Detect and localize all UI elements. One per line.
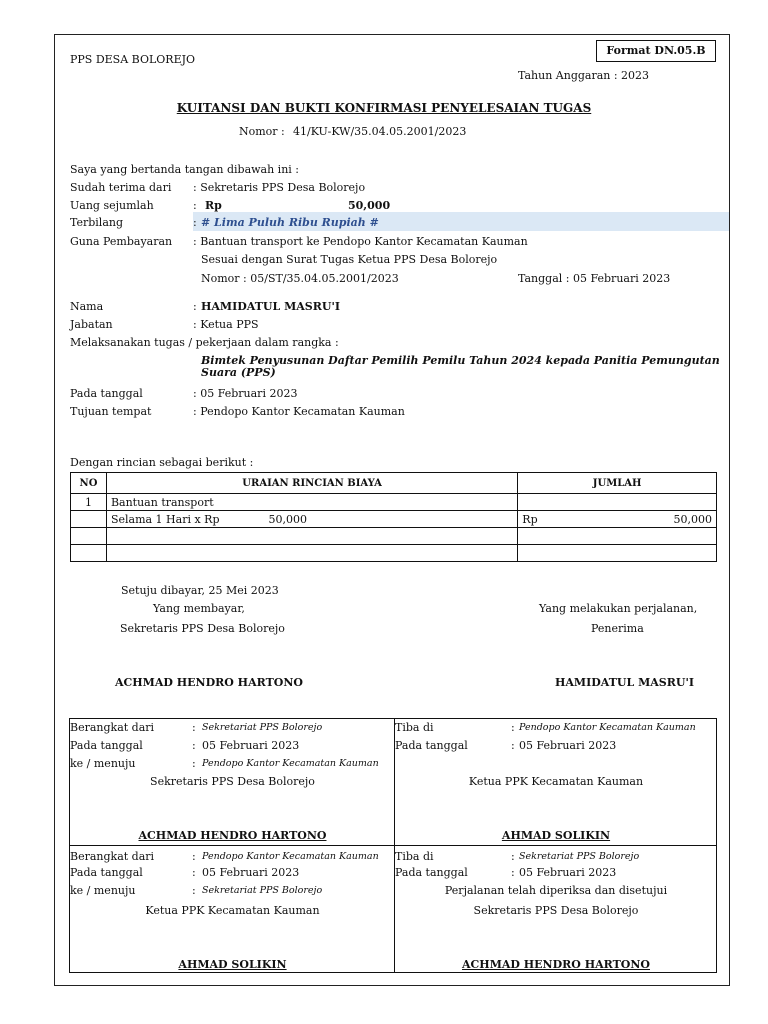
header-no: NO bbox=[71, 473, 107, 494]
row2-desc-cell bbox=[106, 511, 517, 528]
row1-desc: Bantuan transport bbox=[106, 494, 517, 511]
b3-signer: AHMAD SOLIKIN bbox=[178, 958, 287, 971]
b3-l3: ke / menuju bbox=[70, 884, 136, 897]
table-header-row bbox=[71, 473, 717, 494]
b4-signer-role: Sekretaris PPS Desa Bolorejo bbox=[473, 904, 639, 917]
b1-colon2: : bbox=[192, 739, 196, 752]
from-value: : Sekretaris PPS Desa Bolorejo bbox=[193, 181, 366, 194]
b3-l2: Pada tanggal bbox=[70, 866, 143, 879]
amount-colon: : bbox=[193, 199, 197, 212]
b2-colon2: : bbox=[511, 739, 515, 752]
details-table bbox=[70, 472, 717, 562]
b3-v1: Pendopo Kantor Kecamatan Kauman bbox=[202, 851, 379, 862]
b3-colon2: : bbox=[192, 866, 196, 879]
purpose-label: Guna Pembayaran bbox=[70, 235, 173, 248]
name-label: Nama bbox=[70, 300, 104, 313]
b3-l1: Berangkat dari bbox=[70, 850, 155, 863]
position-label: Jabatan bbox=[70, 318, 113, 331]
b4-l2: Pada tanggal bbox=[395, 866, 468, 879]
amount-value: 50,000 bbox=[348, 199, 391, 212]
b1-colon1: : bbox=[192, 721, 196, 734]
purpose-line2: Sesuai dengan Surat Tugas Ketua PPS Desa Bolorejo bbox=[201, 253, 498, 266]
b4-note: Perjalanan telah diperiksa dan disetujui bbox=[444, 884, 668, 897]
b4-colon1: : bbox=[511, 850, 515, 863]
task-date-label: Pada tanggal bbox=[70, 387, 143, 400]
intro-text: Saya yang bertanda tangan dibawah ini : bbox=[70, 163, 300, 176]
b2-l1: Tiba di bbox=[395, 721, 434, 734]
b2-signer: AHMAD SOLIKIN bbox=[501, 829, 611, 842]
b4-colon2: : bbox=[511, 866, 515, 879]
position-value: : Ketua PPS bbox=[193, 318, 259, 331]
year-label: Tahun Anggaran : bbox=[518, 69, 618, 82]
b4-signer: ACHMAD HENDRO HARTONO bbox=[462, 958, 650, 971]
table-row bbox=[71, 494, 717, 511]
table-row bbox=[71, 528, 717, 545]
from-label: Sudah terima dari bbox=[70, 181, 172, 194]
row2-desc: Selama 1 Hari x Rp bbox=[110, 512, 220, 526]
format-code: Format DN.05.B bbox=[596, 40, 716, 62]
page-title: KUITANSI DAN BUKTI KONFIRMASI PENYELESAIAN TUGAS bbox=[176, 101, 592, 115]
b1-signer: ACHMAD HENDRO HARTONO bbox=[138, 829, 327, 842]
table-row bbox=[71, 511, 717, 528]
approval-date: Setuju dibayar, 25 Mei 2023 bbox=[121, 584, 279, 597]
b2-signer-role: Ketua PPK Kecamatan Kauman bbox=[468, 775, 644, 788]
nomor-value: 41/KU-KW/35.04.05.2001/2023 bbox=[293, 125, 467, 138]
payer-title: Yang membayar, bbox=[153, 602, 245, 615]
header-amount: JUMLAH bbox=[518, 473, 717, 494]
spelled-value: # Lima Puluh Ribu Rupiah # bbox=[201, 216, 379, 229]
b4-v2: 05 Februari 2023 bbox=[519, 866, 617, 879]
header-desc: URAIAN RINCIAN BIAYA bbox=[106, 473, 517, 494]
b3-colon1: : bbox=[192, 850, 196, 863]
b1-l2: Pada tanggal bbox=[70, 739, 143, 752]
traveler-role: Penerima bbox=[591, 622, 644, 635]
task-intro: Melaksanakan tugas / pekerjaan dalam rangka : bbox=[70, 336, 339, 349]
amount-currency: Rp bbox=[205, 199, 222, 212]
row2-no bbox=[71, 511, 107, 528]
task-date-value: : 05 Februari 2023 bbox=[193, 387, 298, 400]
b4-l1: Tiba di bbox=[395, 850, 434, 863]
row1-amount bbox=[518, 494, 717, 511]
b1-colon3: : bbox=[192, 757, 196, 770]
year-value: 2023 bbox=[621, 69, 649, 82]
b4-v1: Sekretariat PPS Bolorejo bbox=[519, 851, 640, 862]
destination-value: : Pendopo Kantor Kecamatan Kauman bbox=[193, 405, 405, 418]
b2-l2: Pada tanggal bbox=[395, 739, 468, 752]
details-intro: Dengan rincian sebagai berikut : bbox=[70, 456, 254, 469]
b1-l3: ke / menuju bbox=[70, 757, 136, 770]
row2-unit: 50,000 bbox=[268, 512, 308, 526]
row2-total: 50,000 bbox=[673, 512, 712, 526]
b1-v3: Pendopo Kantor Kecamatan Kauman bbox=[202, 758, 379, 769]
b2-v1: Pendopo Kantor Kecamatan Kauman bbox=[519, 722, 696, 733]
name-value: HAMIDATUL MASRU'I bbox=[201, 300, 340, 313]
b2-colon1: : bbox=[511, 721, 515, 734]
spelled-label: Terbilang bbox=[70, 216, 124, 229]
amount-label: Uang sejumlah bbox=[70, 199, 154, 212]
purpose-line3: Nomor : 05/ST/35.04.05.2001/2023 bbox=[201, 272, 399, 285]
traveler-name: HAMIDATUL MASRU'I bbox=[555, 676, 694, 689]
destination-label: Tujuan tempat bbox=[70, 405, 152, 418]
name-colon: : bbox=[193, 300, 197, 313]
task-value: Bimtek Penyusunan Daftar Pemilih Pemilu Tahun 2024 kepada Panitia Pemungutan Suara (PPS) bbox=[201, 354, 720, 379]
nomor-label: Nomor : bbox=[239, 125, 285, 138]
b3-v3: Sekretariat PPS Bolorejo bbox=[202, 885, 323, 896]
b3-signer-role: Ketua PPK Kecamatan Kauman bbox=[145, 904, 320, 917]
row2-currency: Rp bbox=[522, 512, 538, 526]
row1-no: 1 bbox=[71, 494, 107, 511]
table-row bbox=[71, 545, 717, 562]
b1-v2: 05 Februari 2023 bbox=[202, 739, 300, 752]
traveler-title: Yang melakukan perjalanan, bbox=[539, 602, 698, 615]
purpose-date: Tanggal : 05 Februari 2023 bbox=[518, 272, 671, 285]
payer-name: ACHMAD HENDRO HARTONO bbox=[115, 676, 303, 689]
spelled-colon: : bbox=[193, 216, 197, 229]
b3-v2: 05 Februari 2023 bbox=[202, 866, 300, 879]
purpose-value: : Bantuan transport ke Pendopo Kantor Kecamatan Kauman bbox=[193, 235, 528, 248]
org-name: PPS DESA BOLOREJO bbox=[70, 53, 196, 66]
b3-colon3: : bbox=[192, 884, 196, 897]
row2-amount-cell bbox=[518, 511, 717, 528]
b2-v2: 05 Februari 2023 bbox=[519, 739, 617, 752]
b1-signer-role: Sekretaris PPS Desa Bolorejo bbox=[150, 775, 315, 788]
b1-v1: Sekretariat PPS Bolorejo bbox=[202, 722, 323, 733]
b1-l1: Berangkat dari bbox=[70, 721, 155, 734]
payer-org: Sekretaris PPS Desa Bolorejo bbox=[120, 622, 285, 635]
